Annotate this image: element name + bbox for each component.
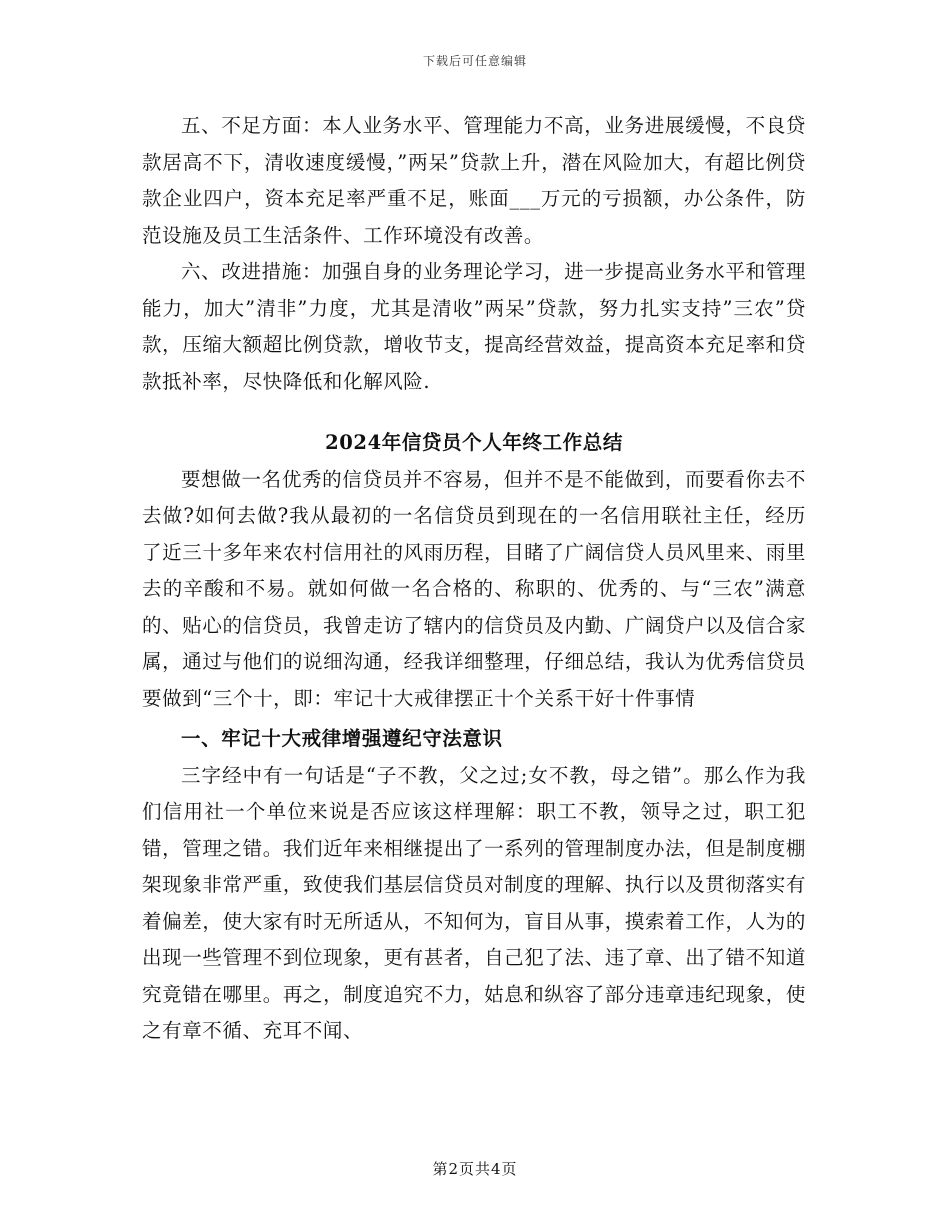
paragraph-intro: 要想做一名优秀的信贷员并不容易，但并不是不能做到，而要看你去不去做?如何去做?我从最初的一名信贷员到现在的一名信用联社主任，经历了近三十多年来农村信用社的风雨历程，目睹了广阔信贷人员风里来、雨里去的辛酸和不易。就如何做一名合格的、称职的、优秀的、与“三农”满意的、贴心的信贷员，我曾走访了辖内的信贷员及内勤、广阔贷户以及信合家属，通过与他们的说细沟通，经我详细整理，仔细总结，我认为优秀信贷员要做到“三个十，即：牢记十大戒律摆正十个关系干好十件事情 [142, 467, 806, 710]
section-heading-1: 一、牢记十大戒律增强遵纪守法意识 [181, 727, 503, 750]
document-title: 2024年信贷员个人年终工作总结 [325, 431, 623, 454]
paragraph-section-1: 三字经中有一句话是“子不教，父之过;女不教，母之错”。那么作为我们信用社一个单位来说是否应该这样理解：职工不教，领导之过，职工犯错，管理之错。我们近年来相继提出了一系列的管理制度办法，但是制度棚架现象非常严重，致使我们基层信贷员对制度的理解、执行以及贯彻落实有着偏差，使大家有时无所适从，不知何为，盲目从事，摸索着工作，人为的出现一些管理不到位现象，更有甚者，自己犯了法、违了章、出了错不知道究竟错在哪里。再之，制度追究不力，姑息和纵容了部分违章违纪现象，使之有章不循、充耳不闻、 [142, 763, 806, 1042]
page-footer: 第2页共4页 [432, 1160, 518, 1178]
paragraph-shortcomings: 五、不足方面：本人业务水平、管理能力不高，业务进展缓慢，不良贷款居高不下，清收速度缓慢，”两呆”贷款上升，潜在风险加大，有超比例贷款企业四户，资本充足率严重不足，账面___万元的亏损额，办公条件，防范设施及员工生活条件、工作环境没有改善。 [142, 114, 806, 247]
document-body [142, 108, 806, 1050]
paragraph-improvements: 六、改进措施：加强自身的业务理论学习，进一步提高业务水平和管理能力，加大”清非”力度，尤其是清收”两呆”贷款，努力扎实支持”三农”贷款，压缩大额超比例贷款，增收节支，提高经营效益，提高资本充足率和贷款抵补率，尽快降低和化解风险. [142, 260, 806, 393]
page-header: 下载后可任意编辑 [422, 54, 527, 68]
